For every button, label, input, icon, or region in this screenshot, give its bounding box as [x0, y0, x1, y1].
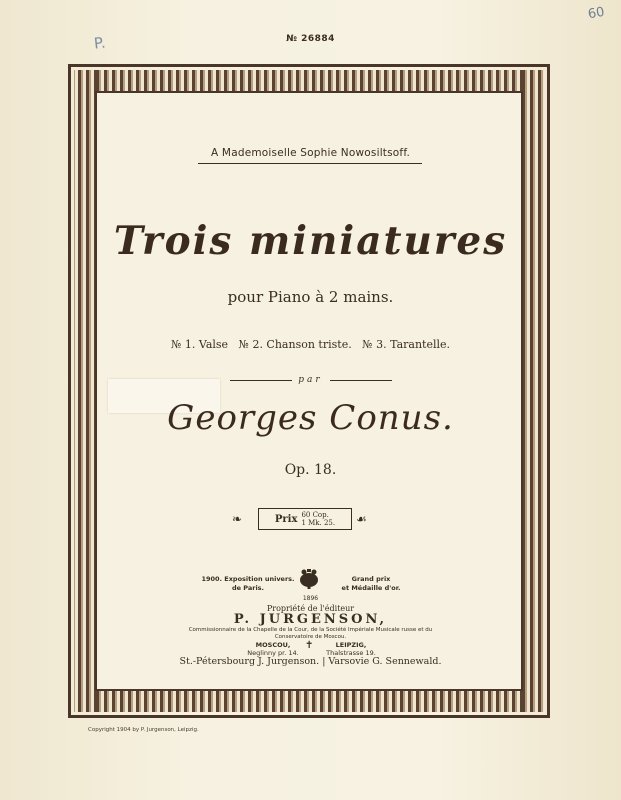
pencil-mark-top-right: 60: [586, 4, 606, 23]
par-rule-right: [330, 380, 392, 381]
exposition-right-line-2: et Médaille d'or.: [341, 584, 401, 592]
exposition-right-line-1: Grand prix: [351, 575, 391, 583]
price-ornament-right: ☙: [356, 512, 367, 526]
pencil-mark-top-left: P.: [93, 33, 107, 53]
city-moscow-address: Neglinny pr. 14.: [247, 649, 299, 657]
price-label: Prix: [274, 513, 298, 525]
price-box: [258, 508, 352, 530]
price-ornament-left: ❧: [232, 512, 243, 526]
city-leipzig-name: LEIPZIG,: [335, 641, 367, 649]
subtitle: pour Piano à 2 mains.: [227, 288, 394, 306]
title: Trois miniatures: [113, 218, 508, 264]
commission-line-1: Commissionnaire de la Chapelle de la Cour, de la Société Impériale Musicale russe et du: [188, 627, 433, 633]
plate-number: № 26884: [286, 34, 335, 44]
branches: St.-Pétersbourg J. Jurgenson. | Varsovie G. Sennewald.: [179, 656, 442, 667]
exposition-right: [326, 575, 416, 593]
opus-number: Op. 18.: [284, 462, 337, 478]
dedication-underline: [198, 163, 422, 164]
exposition-left-line-2: de Paris.: [231, 584, 265, 592]
city-leipzig: [306, 641, 396, 657]
city-moscow-name: MOSCOU,: [255, 641, 291, 649]
copyright: Copyright 1904 by P. Jurgenson, Leipzig.: [88, 727, 199, 733]
imperial-eagle-icon: [297, 568, 321, 590]
piece-list: № 1. Valse № 2. Chanson triste. № 3. Tarantelle.: [170, 338, 450, 351]
exposition-left: [198, 575, 298, 593]
price-values: [301, 511, 335, 527]
city-leipzig-address: Thalstrasse 19.: [326, 649, 376, 657]
cross-icon: ✝: [305, 640, 314, 651]
propriete-text: Propriété de l'éditeur: [266, 604, 355, 613]
par-text: par: [298, 375, 323, 385]
publisher-name: P. JURGENSON,: [233, 612, 388, 627]
exposition-left-line-1: 1900. Exposition univers.: [201, 575, 295, 583]
composer-name: Georges Conus.: [167, 398, 454, 438]
price-line-2: 1 Mk. 25.: [301, 519, 336, 527]
year: 1896: [302, 595, 319, 602]
price-line-1: 60 Cop.: [301, 511, 329, 519]
commission-text: [0, 627, 621, 641]
commission-line-2: Conservatoire de Moscou.: [274, 634, 347, 640]
dedication: A Mademoiselle Sophie Nowosiltsoff.: [211, 147, 410, 159]
